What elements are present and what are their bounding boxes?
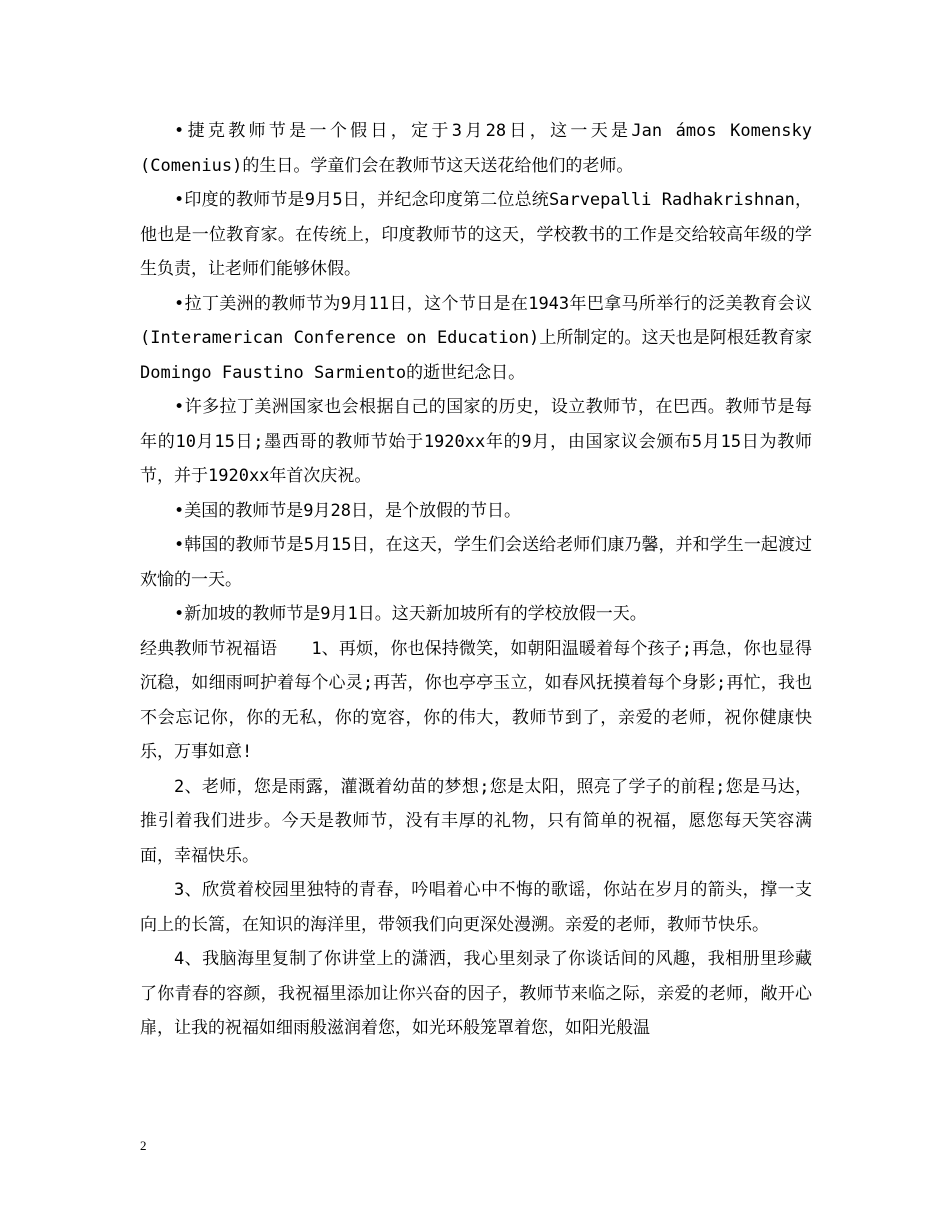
bullet-dot: • xyxy=(174,190,185,210)
bullet-dot: • xyxy=(174,121,185,141)
bullet-dot: • xyxy=(174,293,185,314)
paragraph-latin-america xyxy=(140,287,812,391)
paragraph-india xyxy=(140,183,812,287)
paragraph-usa xyxy=(140,494,812,529)
paragraph-blessings-heading: 经典教师节祝福语 1、再烦，你也保持微笑，如朝阳温暖着每个孩子;再急，你也显得沉稳，如细雨呵护着每个心灵;再苦，你也亭亭玉立，如春风抚摸着每个身影;再忙，我也不会忘记你，你的无私，你的宽容，你的伟大，教师节到了，亲爱的老师，祝你健康快乐，万事如意! xyxy=(140,638,812,762)
paragraph-text: 新加坡的教师节是9月1日。这天新加坡所有的学校放假一天。 xyxy=(184,604,647,624)
paragraph-korea xyxy=(140,528,812,597)
bullet-dot: • xyxy=(174,397,185,417)
paragraph-text: 捷克教师节是一个假日，定于3月28日，这一天是Jan ámos Komensky (Comenius)的生日。学童们会在教师节这天送花给他们的老师。 xyxy=(140,121,812,176)
paragraph-blessing-4: 4、我脑海里复制了你讲堂上的潇洒，我心里刻录了你谈话间的风趣，我相册里珍藏了你青春的容颜，我祝福里添加让你兴奋的因子，教师节来临之际，亲爱的老师，敞开心扉，让我的祝福如细雨般滋润着您，如光环般笼罩着您，如阳光般温 xyxy=(140,949,812,1038)
paragraph-czech xyxy=(140,114,812,183)
paragraph-singapore xyxy=(140,597,812,632)
paragraph-text: 拉丁美洲的教师节为9月11日，这个节日是在1943年巴拿马所举行的泛美教育会议(Interamerican Conference on Education)上所制定的。这天也是阿根廷教育家Domingo Faustino Sarmiento的逝世纪念日。 xyxy=(140,293,812,383)
bullet-dot: • xyxy=(174,500,185,521)
paragraph-text: 许多拉丁美洲国家也会根据自己的国家的历史，设立教师节，在巴西。教师节是每年的10月15日;墨西哥的教师节始于1920xx年的9月，由国家议会颁布5月15日为教师节，并于1920xx年首次庆祝。 xyxy=(140,397,812,486)
bullet-dot: • xyxy=(174,535,185,555)
bullet-dot: • xyxy=(174,604,185,624)
paragraph-blessing-3: 3、欣赏着校园里独特的青春，吟唱着心中不悔的歌谣，你站在岁月的箭头，撑一支向上的长篙，在知识的海洋里，带领我们向更深处漫溯。亲爱的老师，教师节快乐。 xyxy=(140,880,812,935)
page-number: 2 xyxy=(140,1138,147,1153)
document-body xyxy=(140,114,812,1046)
paragraph-text: 韩国的教师节是5月15日，在这天，学生们会送给老师们康乃馨，并和学生一起渡过欢愉的一天。 xyxy=(140,535,812,590)
paragraph-blessing-2: 2、老师，您是雨露，灌溉着幼苗的梦想;您是太阳，照亮了学子的前程;您是马达，推引着我们进步。今天是教师节，没有丰厚的礼物，只有简单的祝福，愿您每天笑容满面，幸福快乐。 xyxy=(140,776,812,866)
paragraph-brazil-mexico xyxy=(140,390,812,494)
paragraph-text: 美国的教师节是9月28日，是个放假的节日。 xyxy=(184,500,521,521)
paragraph-text: 印度的教师节是9月5日，并纪念印度第二位总统Sarvepalli Radhakrishnan，他也是一位教育家。在传统上，印度教师节的这天，学校教书的工作是交给较高年级的学生负责，让老师们能够休假。 xyxy=(140,190,812,279)
